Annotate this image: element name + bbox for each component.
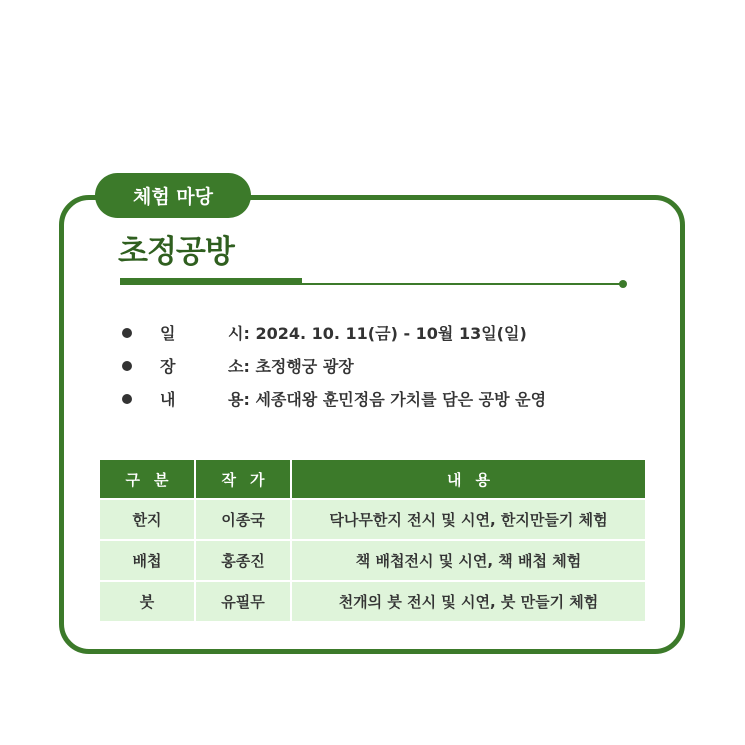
info-item-content bbox=[120, 382, 546, 415]
info-label-start: 일 bbox=[160, 324, 176, 343]
program-table bbox=[100, 460, 645, 623]
table-header-row bbox=[100, 460, 645, 499]
header-artist: 작가 bbox=[195, 460, 291, 499]
title-underline-dot bbox=[619, 280, 627, 288]
info-item-date bbox=[120, 316, 546, 349]
info-label-start: 장 bbox=[160, 357, 176, 376]
info-label-start: 내 bbox=[160, 390, 176, 409]
cell-artist: 유필무 bbox=[195, 581, 291, 622]
cell-category: 한지 bbox=[100, 499, 195, 540]
page-title: 초정공방 bbox=[118, 234, 234, 270]
info-item-place bbox=[120, 349, 546, 382]
title-underline-accent bbox=[120, 278, 302, 284]
header-content: 내용 bbox=[291, 460, 645, 499]
bullet-icon bbox=[122, 361, 132, 371]
cell-category: 붓 bbox=[100, 581, 195, 622]
info-label-end: 시 bbox=[228, 324, 244, 343]
cell-artist: 홍종진 bbox=[195, 540, 291, 581]
table-row bbox=[100, 581, 645, 622]
cell-artist: 이종국 bbox=[195, 499, 291, 540]
info-label-end: 용 bbox=[228, 390, 244, 409]
info-value: : 세종대왕 훈민정음 가치를 담은 공방 운영 bbox=[243, 390, 547, 409]
cell-content: 책 배첩전시 및 시연, 책 배첩 체험 bbox=[291, 540, 645, 581]
cell-content: 닥나무한지 전시 및 시연, 한지만들기 체험 bbox=[291, 499, 645, 540]
table-row bbox=[100, 499, 645, 540]
info-value: : 초정행궁 광장 bbox=[243, 357, 354, 376]
bullet-icon bbox=[122, 328, 132, 338]
table-row bbox=[100, 540, 645, 581]
header-category: 구분 bbox=[100, 460, 195, 499]
bullet-icon bbox=[122, 394, 132, 404]
info-label-end: 소 bbox=[228, 357, 244, 376]
cell-content: 천개의 붓 전시 및 시연, 붓 만들기 체험 bbox=[291, 581, 645, 622]
cell-category: 배첩 bbox=[100, 540, 195, 581]
category-badge: 체험 마당 bbox=[95, 173, 251, 218]
info-value: : 2024. 10. 11(금) - 10월 13일(일) bbox=[243, 324, 527, 343]
info-list bbox=[120, 316, 546, 415]
